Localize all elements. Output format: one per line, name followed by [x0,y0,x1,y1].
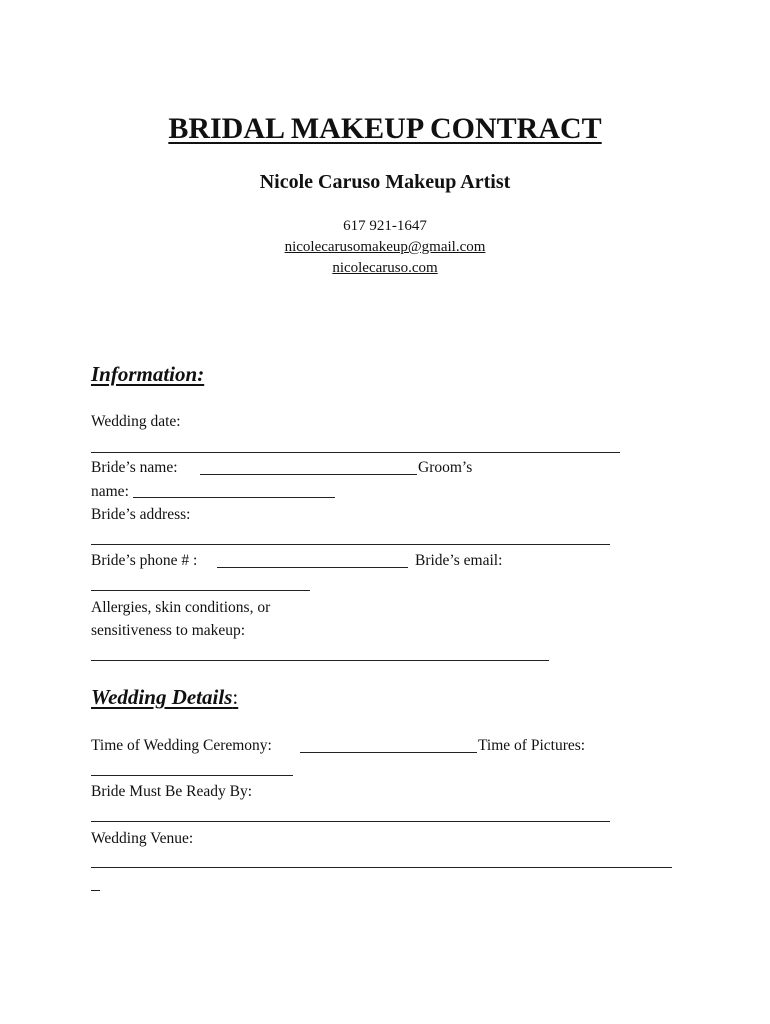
brides-phone-field[interactable] [217,567,408,568]
brides-address-field[interactable] [91,544,610,545]
pictures-time-field[interactable] [91,775,293,776]
document-title: BRIDAL MAKEUP CONTRACT [168,112,602,145]
brides-name-field[interactable] [200,474,417,475]
brides-phone-label: Bride’s phone # : [91,552,198,569]
allergies-label-line1: Allergies, skin conditions, or [91,599,271,616]
allergies-label-line2: sensitiveness to makeup: [91,622,246,639]
wedding-venue-field[interactable] [91,867,672,868]
wedding-details-heading-colon: : [232,685,239,709]
wedding-date-field[interactable] [91,452,620,453]
wedding-date-label: Wedding date: [91,413,181,430]
artist-name: Nicole Caruso Makeup Artist [259,171,511,193]
grooms-name-label: Groom’s [418,459,473,476]
wedding-venue-field-cont[interactable] [91,890,100,891]
ceremony-time-field[interactable] [300,752,477,753]
wedding-details-heading-text: Wedding Details [91,685,233,709]
brides-email-label: Bride’s email: [415,552,503,569]
artist-phone: 617 921-1647 [343,218,427,234]
information-heading: Information: [91,362,205,386]
artist-email[interactable]: nicolecarusomakeup@gmail.com [284,239,486,255]
brides-email-field[interactable] [91,590,310,591]
brides-address-label: Bride’s address: [91,506,191,523]
wedding-details-heading [91,685,238,710]
brides-name-label: Bride’s name: [91,459,178,476]
wedding-venue-label: Wedding Venue: [91,830,194,847]
grooms-name-label-cont: name: [91,483,129,500]
grooms-name-field[interactable] [133,497,335,498]
pictures-time-label: Time of Pictures: [478,737,586,754]
ready-by-field[interactable] [91,821,610,822]
ready-by-label: Bride Must Be Ready By: [91,783,253,800]
ceremony-time-label: Time of Wedding Ceremony: [91,737,272,754]
allergies-field[interactable] [91,660,549,661]
artist-website[interactable]: nicolecaruso.com [332,260,438,276]
